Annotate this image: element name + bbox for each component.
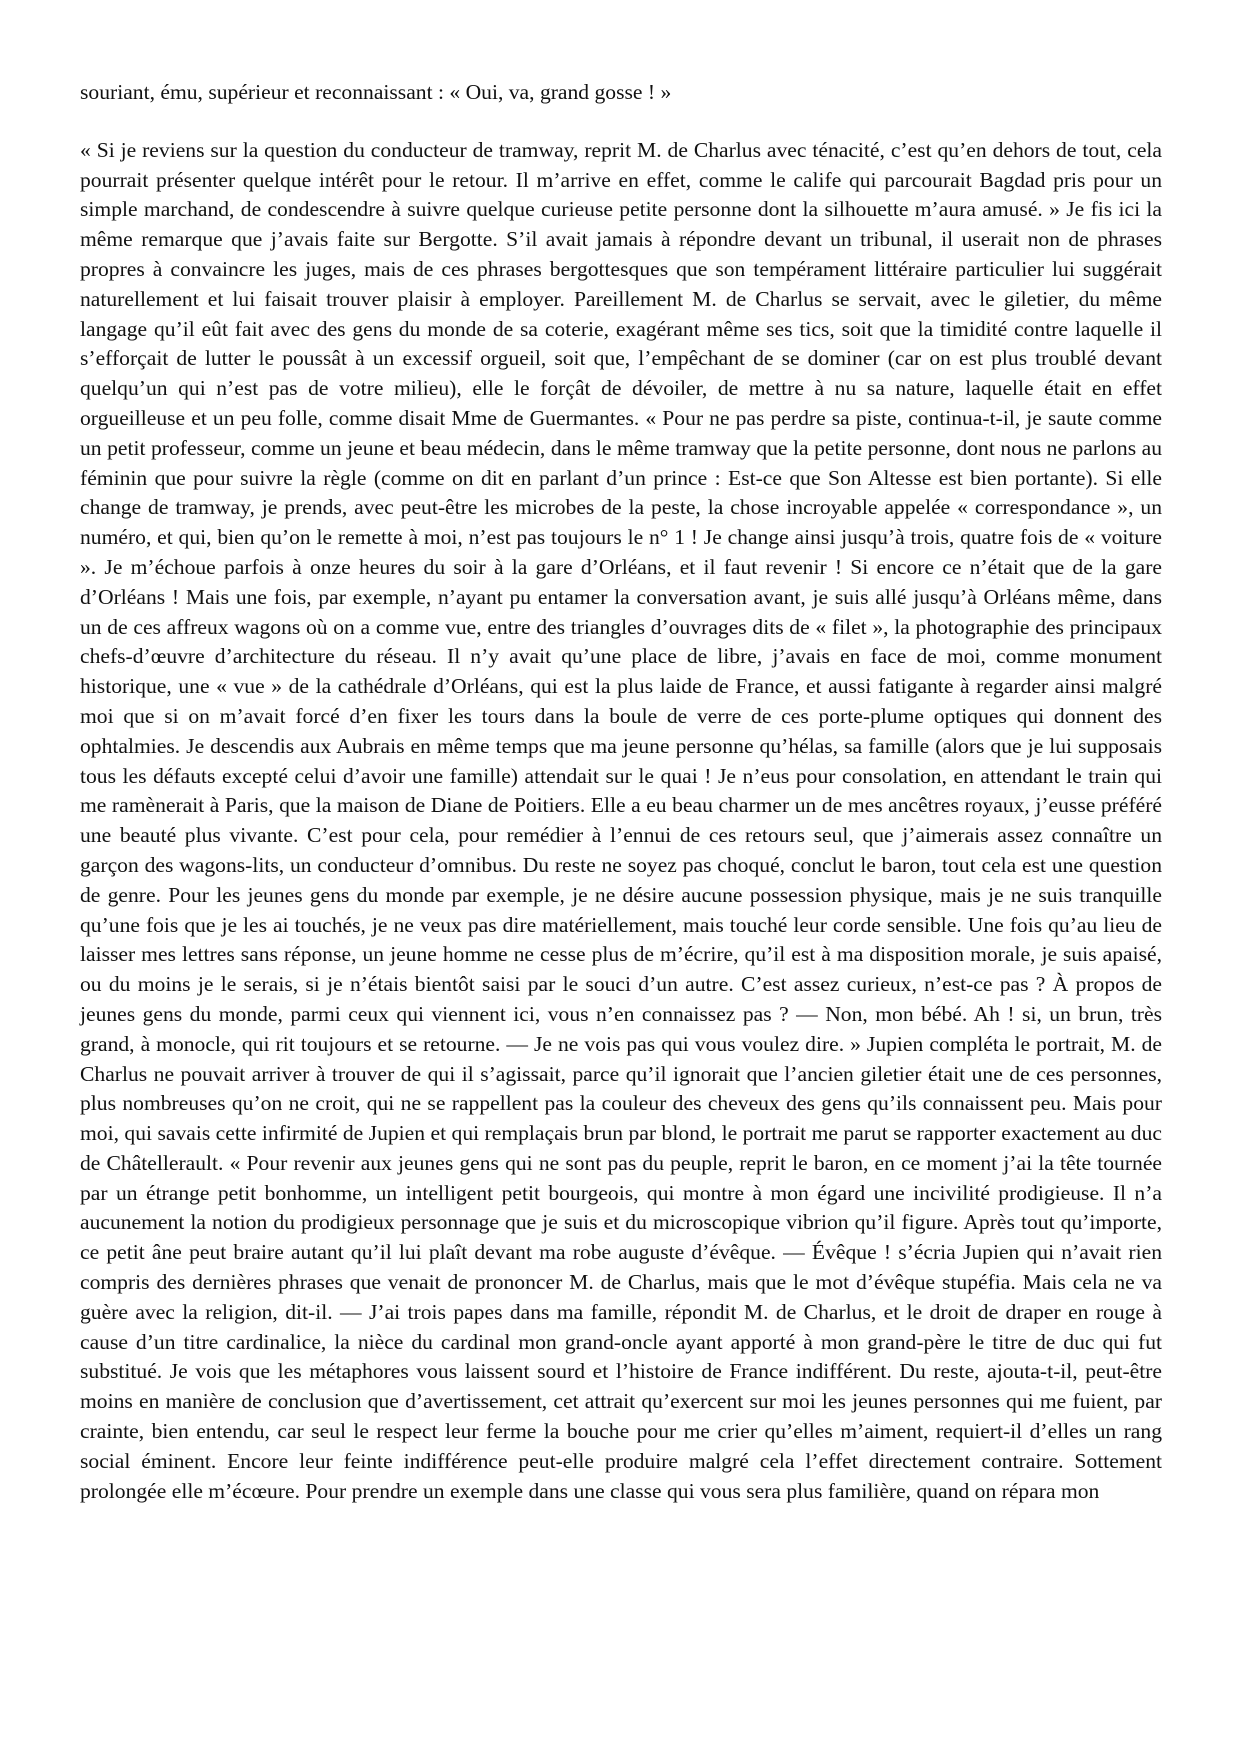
paragraph-opening-line: souriant, ému, supérieur et reconnaissant : « Oui, va, grand gosse ! »	[80, 80, 672, 104]
paragraph-main-text: « Si je reviens sur la question du conducteur de tramway, reprit M. de Charlus avec ténacité, c’est qu’en dehors de tout, cela pourrait présenter quelque intérêt pour le retour. Il m’arrive en effet, comme le calife qui parcourait Bagdad pris pour un simple marchand, de condescendre à suivre quelque curieuse petite personne dont la silhouette m’aura amusé. » Je fis ici la même remarque que j’avais faite sur Bergotte. S’il avait jamais à répondre devant un tribunal, il userait non de phrases propres à convaincre les juges, mais de ces phrases bergottesques que son tempérament littéraire particulier lui suggérait naturellement et lui faisait trouver plaisir à employer. Pareillement M. de Charlus se servait, avec le giletier, du même langage qu’il eût fait avec des gens du monde de sa coterie, exagérant même ses tics, soit que la timidité contre laquelle il s’efforçait de lutter le poussât à un excessif orgueil, soit que, l’empêchant de se dominer (car on est plus troublé devant quelqu’un qui n’est pas de votre milieu), elle le forçât de dévoiler, de mettre à nu sa nature, laquelle était en effet orgueilleuse et un peu folle, comme disait Mme de Guermantes. « Pour ne pas perdre sa piste, continua-t-il, je saute comme un petit professeur, comme un jeune et beau médecin, dans le même tramway que la petite personne, dont nous ne parlons au féminin que pour suivre la règle (comme on dit en parlant d’un prince : Est-ce que Son Altesse est bien portante). Si elle change de tramway, je prends, avec peut-être les microbes de la peste, la chose incroyable appelée « correspondance », un numéro, et qui, bien qu’on le remette à moi, n’est pas toujours le n° 1 ! Je change ainsi jusqu’à trois, quatre fois de « voiture ». Je m’échoue parfois à onze heures du soir à la gare d’Orléans, et il faut revenir ! Si encore ce n’était que de la gare d’Orléans ! Mais une fois, par exemple, n’ayant pu entamer la conversation avant, je suis allé jusqu’à Orléans même, dans un de ces affreux wagons où on a comme vue, entre des triangles d’ouvrages dits de « filet », la photographie des principaux chefs-d’œuvre d’architecture du réseau. Il n’y avait qu’une place de libre, j’avais en face de moi, comme monument historique, une « vue » de la cathédrale d’Orléans, qui est la plus laide de France, et aussi fatigante à regarder ainsi malgré moi que si on m’avait forcé d’en fixer les tours dans la boule de verre de ces porte-plume optiques qui donnent des ophtalmies. Je descendis aux Aubrais en même temps que ma jeune personne qu’hélas, sa famille (alors que je lui supposais tous les défauts excepté celui d’avoir une famille) attendait sur le quai ! Je n’eus pour consolation, en attendant le train qui me ramènerait à Paris, que la maison de Diane de Poitiers. Elle a eu beau charmer un de mes ancêtres royaux, j’eusse préféré une beauté plus vivante. C’est pour cela, pour remédier à l’ennui de ces retours seul, que j’aimerais assez connaître un garçon des wagons-lits, un conducteur d’omnibus. Du reste ne soyez pas choqué, conclut le baron, tout cela est une question de genre. Pour les jeunes gens du monde par exemple, je ne désire aucune possession physique, mais je ne suis tranquille qu’une fois que je les ai touchés, je ne veux pas dire matériellement, mais touché leur corde sensible. Une fois qu’au lieu de laisser mes lettres sans réponse, un jeune homme ne cesse plus de m’écrire, qu’il est à ma disposition morale, je suis apaisé, ou du moins je le serais, si je n’étais bientôt saisi par le souci d’un autre. C’est assez curieux, n’est-ce pas ? À propos de jeunes gens du monde, parmi ceux qui viennent ici, vous n’en connaissez pas ? — Non, mon bébé. Ah ! si, un brun, très grand, à monocle, qui rit toujours et se retourne. — Je ne vois pas qui vous voulez dire. » Jupien compléta le portrait, M. de Charlus ne pouvait arriver à trouver de qui il s’agissait, parce qu’il ignorait que l’ancien giletier était une de ces personnes, plus nombreuses qu’on ne croit, qui ne se rappellent pas la couleur des cheveux des gens qu’ils connaissent peu. Mais pour moi, qui savais cette infirmité de Jupien et qui remplaçais brun par blond, le portrait me parut se rapporter exactement au duc de Châtellerault. « Pour revenir aux jeunes gens qui ne sont pas du peuple, reprit le baron, en ce moment j’ai la tête tournée par un étrange petit bonhomme, un intelligent petit bourgeois, qui montre à mon égard une incivilité prodigieuse. Il n’a aucunement la notion du prodigieux personnage que je suis et du microscopique vibrion qu’il figure. Après tout qu’importe, ce petit âne peut braire autant qu’il lui plaît devant ma robe auguste d’évêque. — Évêque ! s’écria Jupien qui n’avait rien compris des dernières phrases que venait de prononcer M. de Charlus, mais que le mot d’évêque stupéfia. Mais cela ne va guère avec la religion, dit-il. — J’ai trois papes dans ma famille, répondit M. de Charlus, et le droit de draper en rouge à cause d’un titre cardinalice, la nièce du cardinal mon grand-oncle ayant apporté à mon grand-père le titre de duc qui fut substitué. Je vois que les métaphores vous laissent sourd et l’histoire de France indifférent. Du reste, ajouta-t-il, peut-être moins en manière de conclusion que d’avertissement, cet attrait qu’exercent sur moi les jeunes personnes qui me fuient, par crainte, bien entendu, car seul le respect leur ferme la bouche pour me crier qu’elles m’aiment, requiert-il d’elles un rang social éminent. Encore leur feinte indifférence peut-elle produire malgré cela l’effet directement contraire. Sottement prolongée elle m’écœure. Pour prendre un exemple dans une classe qui vous sera plus familière, quand on répara mon	[80, 137, 1162, 1503]
document-page	[80, 78, 1162, 1506]
